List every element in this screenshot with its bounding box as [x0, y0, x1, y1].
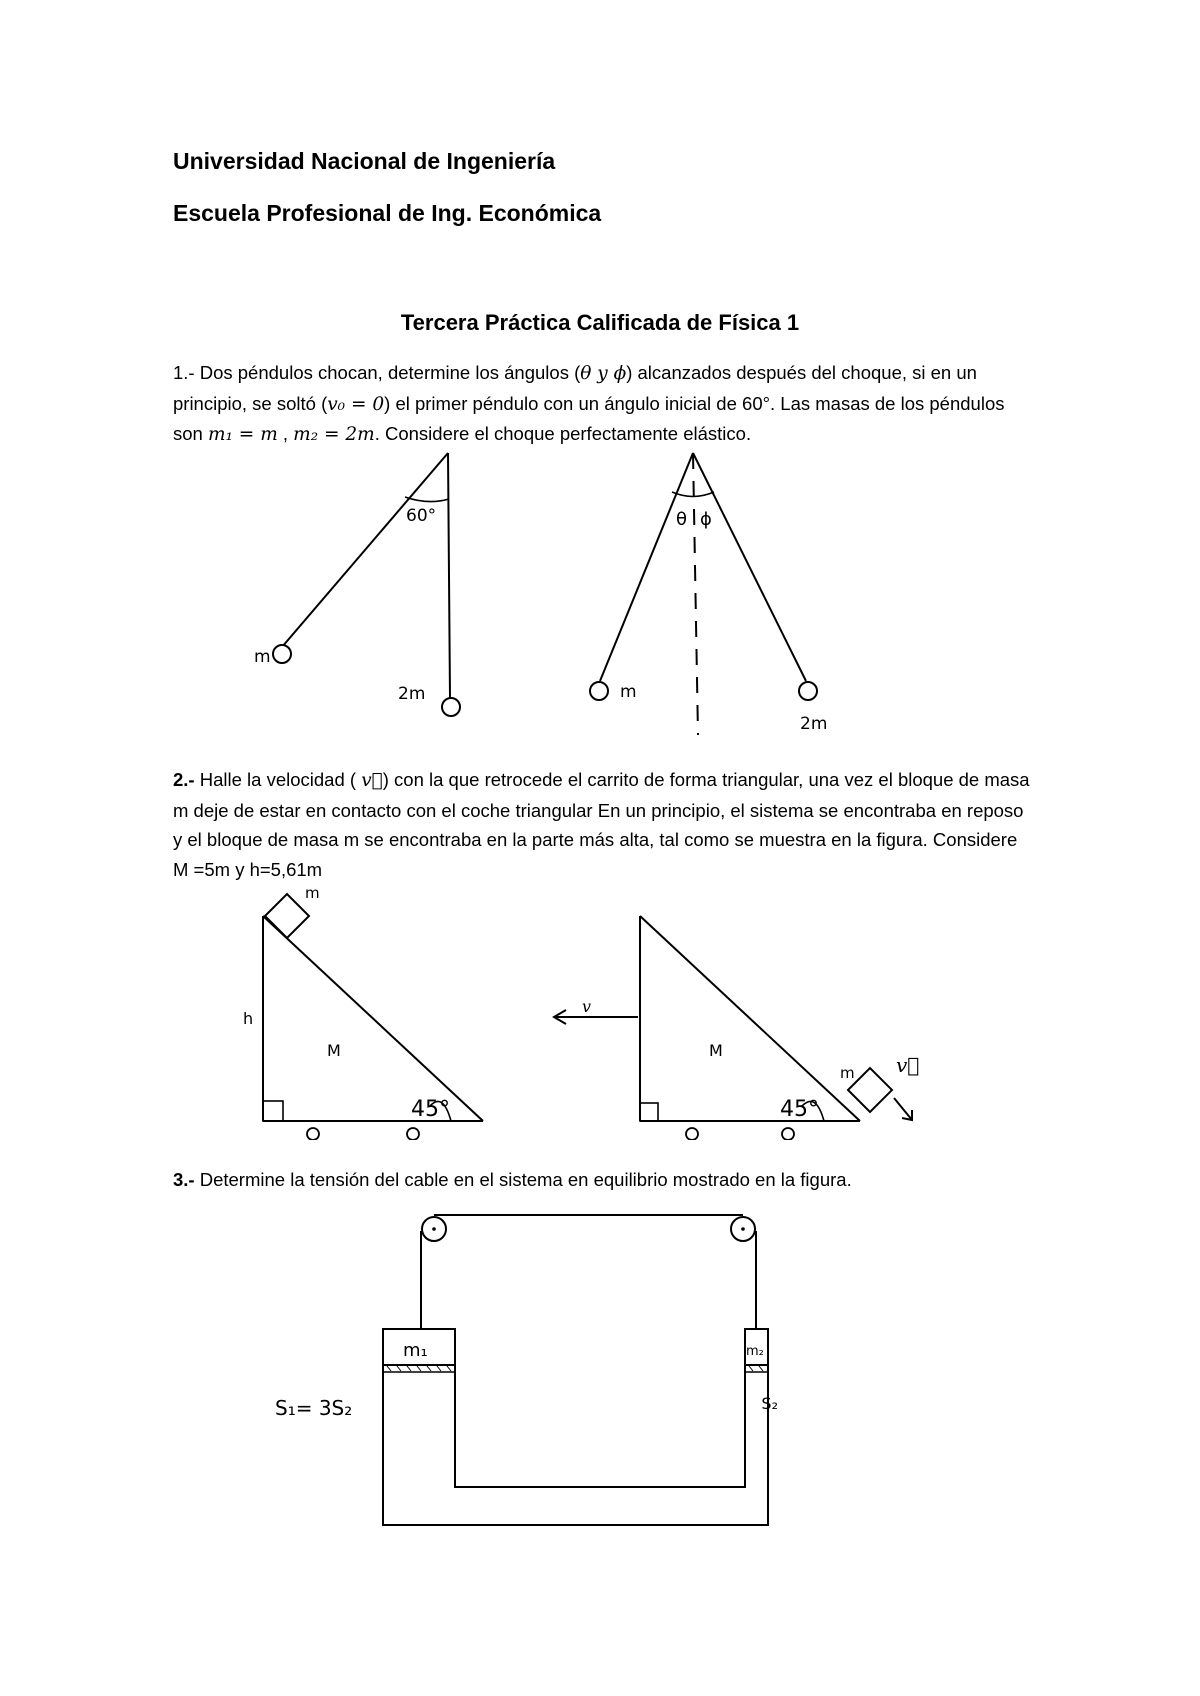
problem-2-number: 2.- — [173, 769, 195, 790]
mass-2m-label: 2m — [398, 684, 426, 704]
block-after-m-label: m — [840, 1064, 855, 1082]
mass-m-label: m — [254, 647, 271, 667]
block-m-label: m — [305, 884, 320, 902]
block-velocity-vector-label: v⃗ — [896, 1053, 920, 1077]
wedge-velocity-label: v — [582, 997, 592, 1016]
wedge-after-M-label: M — [709, 1041, 723, 1060]
figure-wedge-initial — [225, 880, 505, 1140]
m2-expression: m₂ = 2m — [293, 424, 375, 445]
after-mass-2m-label: 2m — [800, 714, 828, 734]
school-name: Escuela Profesional de Ing. Económica — [173, 200, 602, 226]
m1-label: m₁ — [403, 1340, 428, 1361]
mass-2m-bob — [442, 698, 460, 716]
after-mass-m-label: m — [620, 682, 637, 702]
s1-label: S₁= 3S₂ — [275, 1396, 353, 1420]
problem-1-number: 1.- — [173, 362, 195, 383]
university-name: Universidad Nacional de Ingeniería — [173, 148, 556, 174]
angle-45-label: 45° — [411, 1097, 450, 1122]
problem-1-text: 1.- Dos péndulos chocan, determine los ángulos (θ y ϕ) alcanzados después del choque, si en un principio, se soltó (v₀ = 0) el primer péndulo con un ángulo inicial de 60°. Las masas de los péndulos son m₁ = m , m₂ = 2m. Considere el choque perfectamente elástico. — [173, 362, 1005, 445]
problem-3-number: 3.- — [173, 1169, 195, 1190]
velocity-vector: v⃗ — [361, 770, 383, 791]
problem-2-text: 2.- Halle la velocidad ( v⃗) con la que retrocede el carrito de forma triangular, una vez el bloque de masa m deje de estar en contacto con el coche triangular En un principio, el sistema se encontraba en reposo y el bloque de masa m se encontraba en la parte más alta, tal como se muestra en la figura. Considere M =5m y h=5,61m — [173, 769, 1030, 880]
angle-60-label: 60° — [406, 506, 437, 526]
figure-pendulum-initial — [230, 445, 480, 725]
phi-label: ϕ — [700, 509, 712, 530]
figure-pendulum-after — [580, 445, 860, 745]
after-mass-m-bob — [590, 682, 608, 700]
m1-expression: m₁ = m — [207, 424, 278, 445]
problem-3-text: 3.- Determine la tensión del cable en el sistema en equilibrio mostrado en la figura. — [173, 1169, 852, 1190]
m2-label: m₂ — [746, 1344, 764, 1359]
v0-expression: v₀ = 0 — [327, 393, 385, 415]
height-h-label: h — [243, 1009, 254, 1028]
s2-label: S₂ — [761, 1394, 778, 1413]
block-m-top — [265, 894, 309, 938]
theta-label: θ — [676, 509, 688, 530]
theta-phi-symbols: θ y ϕ — [580, 363, 627, 384]
figure-wedge-after — [540, 880, 940, 1140]
wedge-M-label: M — [327, 1041, 341, 1060]
mass-m-bob — [273, 645, 291, 663]
after-mass-2m-bob — [799, 682, 817, 700]
figure-hydraulic-system — [265, 1205, 785, 1545]
page-title: Tercera Práctica Calificada de Física 1 — [400, 310, 800, 335]
angle-after-45-label: 45° — [780, 1097, 819, 1122]
